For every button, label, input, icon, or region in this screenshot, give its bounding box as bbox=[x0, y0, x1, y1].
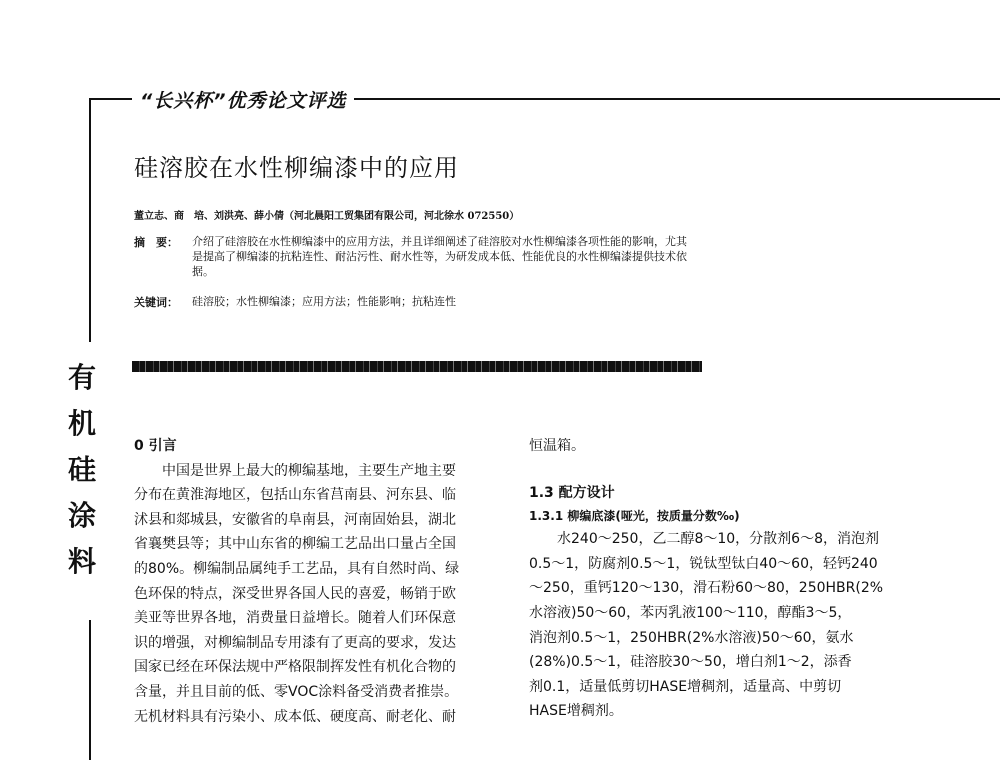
body-line: 中国是世界上最大的柳编基地，主要生产地主要 bbox=[134, 462, 456, 479]
left-rule-bottom bbox=[89, 620, 91, 760]
body-line: 水240～250，乙二醇8～10，分散剂6～8，消泡剂 bbox=[529, 531, 879, 548]
body-line: 消泡剂0.5～1，250HBR(2%水溶液)50～60，氨水 bbox=[529, 629, 854, 646]
side-char: 有 bbox=[67, 361, 96, 394]
body-line: 的80%。柳编制品属纯手工艺品，具有自然时尚、绿 bbox=[134, 560, 460, 577]
right-column bbox=[529, 434, 909, 724]
body-line: 沭县和郯城县，安徽省的阜南县，河南固始县，湖北 bbox=[134, 511, 456, 528]
left-rule-top bbox=[89, 98, 91, 342]
body-line: 水溶液)50～60，苯丙乳液100～110，醇酯3～5， bbox=[529, 604, 852, 621]
body-line: 识的增强，对柳编制品专用漆有了更高的要求，发达 bbox=[134, 634, 456, 651]
article-authors: 董立志、商 培、刘洪亮、薛小倩（河北晨阳工贸集团有限公司，河北徐水 072550） bbox=[134, 211, 520, 222]
body-line: 分布在黄淮海地区，包括山东省莒南县、河东县、临 bbox=[134, 487, 456, 504]
abstract-line: 据。 bbox=[192, 265, 214, 278]
abstract-line: 是提高了柳编漆的抗粘连性、耐沾污性、耐水性等，为研发成本低、性能优良的水性柳编漆提供技术依 bbox=[192, 250, 687, 263]
section-heading: 1.3 配方设计 bbox=[529, 484, 615, 501]
abstract-body bbox=[192, 234, 832, 279]
subsection-heading: 1.3.1 柳编底漆(哑光，按质量分数‰) bbox=[529, 509, 740, 524]
body-line: 色环保的特点，深受世界各国人民的喜爱，畅销于欧 bbox=[134, 585, 456, 602]
series-title: “长兴杯”优秀论文评选 bbox=[132, 86, 354, 113]
section-heading: 0 引言 bbox=[134, 438, 177, 454]
abstract-line: 介绍了硅溶胶在水性柳编漆中的应用方法，并且详细阐述了硅溶胶对水性柳编漆各项性能的影响，尤其 bbox=[192, 235, 687, 248]
body-line: 美亚等世界各地，消费量日益增长。随着人们环保意 bbox=[134, 610, 456, 627]
body-line: 0.5～1，防腐剂0.5～1，锐钛型钛白40～60，轻钙240 bbox=[529, 555, 878, 572]
keywords-label: 关键词： bbox=[134, 296, 178, 309]
side-char: 硅 bbox=[67, 453, 96, 486]
abstract-label: 摘 要： bbox=[134, 236, 178, 249]
body-line: 剂0.1，适量低剪切HASE增稠剂，适量高、中剪切 bbox=[529, 678, 842, 695]
body-line: 省襄樊县等；其中山东省的柳编工艺品出口量占全国 bbox=[134, 536, 456, 553]
body-line: (28%)0.5～1，硅溶胶30～50，增白剂1～2，添香 bbox=[529, 654, 852, 671]
side-char: 涂 bbox=[67, 499, 96, 532]
body-line: 恒温箱。 bbox=[529, 438, 585, 454]
body-line: HASE增稠剂。 bbox=[529, 703, 623, 720]
body-line: ～250，重钙120～130，滑石粉60～80，250HBR(2% bbox=[529, 580, 884, 597]
side-char: 料 bbox=[67, 545, 96, 578]
left-column bbox=[134, 434, 504, 729]
body-line: 国家已经在环保法规中严格限制挥发性有机化合物的 bbox=[134, 659, 456, 676]
scan-noise-bar bbox=[132, 361, 702, 372]
body-line: 无机材料具有污染小、成本低、硬度高、耐老化、耐 bbox=[134, 708, 456, 725]
side-label bbox=[62, 355, 102, 585]
keywords: 硅溶胶；水性柳编漆；应用方法；性能影响；抗粘连性 bbox=[192, 295, 456, 308]
side-char: 机 bbox=[67, 407, 96, 440]
body-line: 含量，并且目前的低、零VOC涂料备受消费者推崇。 bbox=[134, 683, 459, 700]
article-title: 硅溶胶在水性柳编漆中的应用 bbox=[134, 154, 459, 182]
